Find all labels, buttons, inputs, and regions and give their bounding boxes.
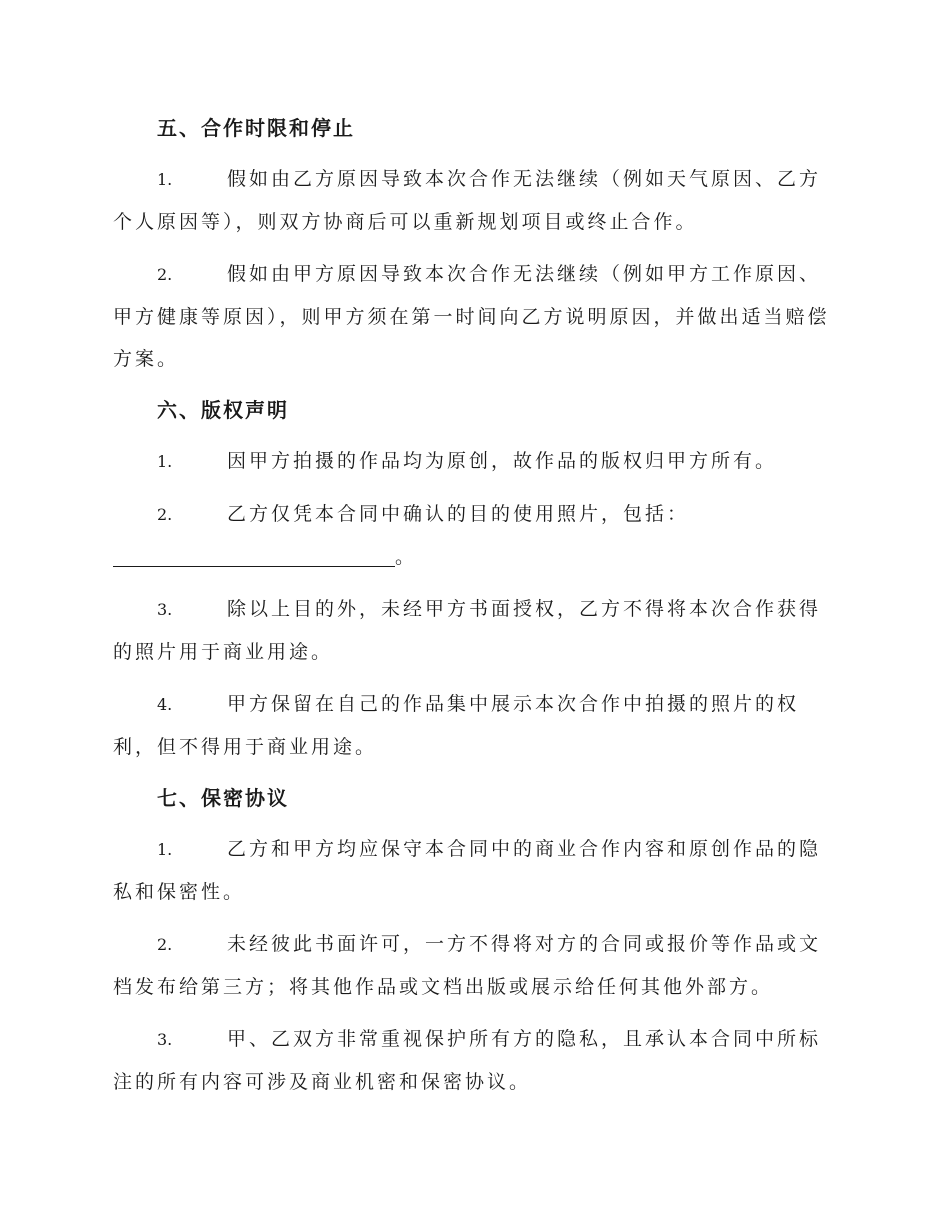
clause-item: [113, 828, 833, 913]
clause-number: 4.: [157, 695, 173, 714]
clause-number: 2.: [157, 935, 173, 954]
section-heading: 六、版权声明: [157, 398, 289, 422]
clause-item: [113, 253, 833, 380]
section-heading: 五、合作时限和停止: [157, 116, 355, 140]
section-heading: 七、保密协议: [157, 786, 289, 810]
clause-text: 假如由甲方原因导致本次合作无法继续（例如甲方工作原因、甲方健康等原因），则甲方须在第一时间向乙方说明原因，并做出适当赔偿方案。: [113, 263, 830, 370]
clause-number: 2.: [157, 265, 173, 284]
clause-number: 1.: [157, 452, 173, 471]
clause-item: [113, 493, 833, 536]
blank-suffix: 。: [395, 546, 418, 568]
clause-item: [113, 1018, 833, 1103]
clause-number: 1.: [157, 840, 173, 859]
clause-text: 因甲方拍摄的作品均为原创，故作品的版权归甲方所有。: [227, 450, 778, 472]
clause-text: 甲方保留在自己的作品集中展示本次合作中拍摄的照片的权利，但不得用于商业用途。: [113, 693, 800, 758]
clause-number: 2.: [157, 505, 173, 524]
clause-text: 除以上目的外，未经甲方书面授权，乙方不得将本次合作获得的照片用于商业用途。: [113, 598, 822, 663]
clause-item: [113, 683, 833, 768]
clause-text: 乙方和甲方均应保守本合同中的商业合作内容和原创作品的隐私和保密性。: [113, 838, 822, 903]
clause-item: [113, 923, 833, 1008]
clause-text: 甲、乙双方非常重视保护所有方的隐私，且承认本合同中所标注的所有内容可涉及商业机密和保密协议。: [113, 1028, 822, 1093]
clause-text: 未经彼此书面许可，一方不得将对方的合同或报价等作品或文档发布给第三方；将其他作品或文档出版或展示给任何其他外部方。: [113, 933, 822, 998]
document-page: [113, 108, 833, 1103]
fill-in-line: [113, 536, 833, 578]
clause-item: [113, 158, 833, 243]
clause-text: 假如由乙方原因导致本次合作无法继续（例如天气原因、乙方个人原因等），则双方协商后可以重新规划项目或终止合作。: [113, 168, 822, 233]
clause-number: 1.: [157, 170, 173, 189]
clause-text: 乙方仅凭本合同中确认的目的使用照片，包括：: [227, 503, 690, 525]
clause-item: [113, 440, 833, 483]
blank-underline[interactable]: [113, 544, 395, 567]
clause-number: 3.: [157, 1030, 173, 1049]
clause-number: 3.: [157, 600, 173, 619]
clause-item: [113, 588, 833, 673]
